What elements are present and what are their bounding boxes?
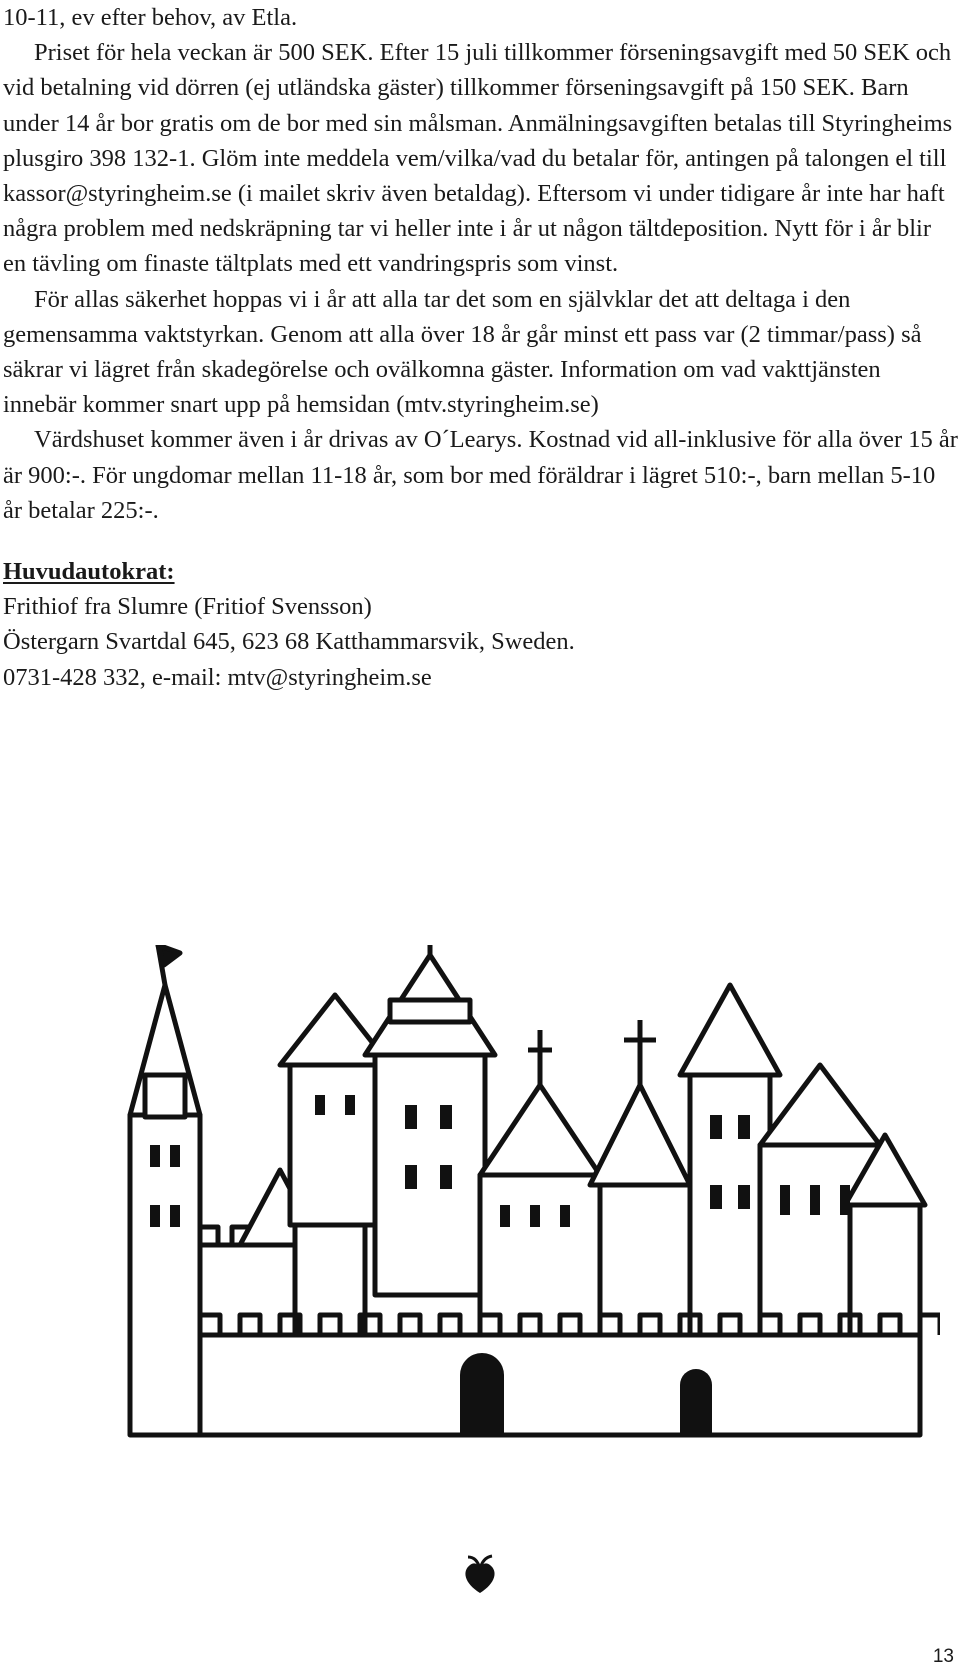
contact-phone-email: 0731-428 332, e-mail: mtv@styringheim.se (3, 663, 432, 691)
paragraph-inn: Värdshuset kommer även i år drivas av O´Learys. Kostnad vid all-inklusive för alla över 15 år är 900:-. För ungdomar mellan 11-18 år, som bor med föräldrar i lägret 510:-, barn mellan 5-10 år betalar 225:-. (3, 426, 958, 524)
paragraph-price: Priset för hela veckan är 500 SEK. Efter 15 juli tillkommer förseningsavgift med 50 SEK och vid betalning vid dörren (ej utländska gäster) tillkommer förseningsavgift på 150 SEK. Barn under 14 år bor gratis om de bor med sin målsman. Anmälningsavgiften betalas till Styringheims plusgiro 398 132-1. Glöm inte meddela vem/vilka/vad du betalar för, antingen på talongen el till kassor@styringheim.se (i mailet skriv även betaldag). Eftersom vi under tidigare år inte har haft några problem med nedskräpning tar vi heller inte i år ut någon tältdeposition. Nytt för i år blir en tävling om finaste tältplats med ett vandringspris som vinst. (3, 39, 953, 278)
page-number: 13 (932, 1646, 954, 1667)
contact-heading: Huvudautokrat: (3, 558, 175, 586)
intro-line: 10-11, ev efter behov, av Etla. (3, 4, 298, 31)
body-text (3, 0, 958, 695)
contact-address: Östergarn Svartdal 645, 623 68 Katthammarsvik, Sweden. (3, 628, 575, 656)
paragraph-guard: För allas säkerhet hoppas vi i år att alla tar det som en självklar det att deltaga i den gemensamma vaktstyrkan. Genom att alla över 18 år går minst ett pass var (2 timmar/pass) så säkrar vi lägret från skadegörelse och ovälkomna gäster. Information om vad vakttjänsten innebär kommer snart upp på hemsidan (mtv.styringheim.se) (3, 285, 922, 419)
fleuron-ornament (458, 1553, 502, 1597)
contact-name: Frithiof fra Slumre (Fritiof Svensson) (3, 593, 372, 621)
section-spacer (3, 528, 958, 554)
contact-block (3, 554, 958, 695)
castle-illustration (120, 945, 940, 1445)
